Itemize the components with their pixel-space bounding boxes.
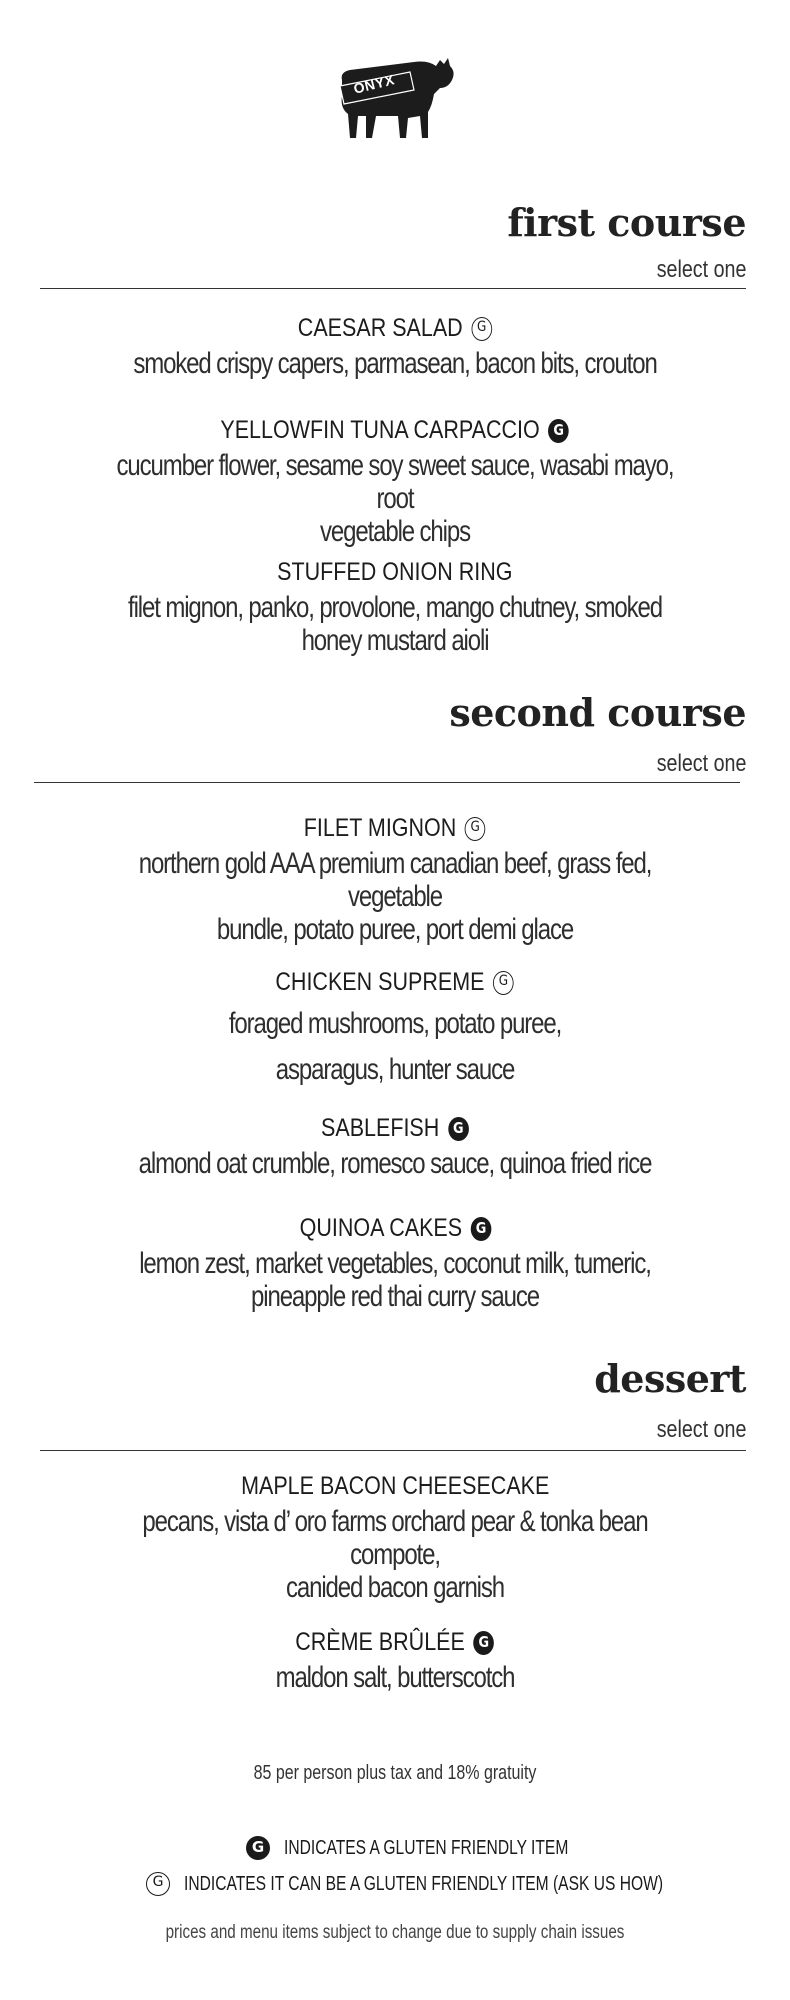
gluten-can-be-icon xyxy=(494,971,515,995)
menu-item-stuffed-onion-ring xyxy=(40,558,750,657)
menu-item-description: pecans, vista d’ oro farms orchard pear & tonka bean compote, canided bacon garnish xyxy=(142,1505,648,1604)
legend-gluten-can-be-text: INDICATES IT CAN BE A GLUTEN FRIENDLY ITEM (ASK US HOW) xyxy=(184,1872,664,1895)
menu-item-yellowfin-tuna-carpaccio xyxy=(40,416,750,548)
menu-item-name: CRÈME BRÛLÉE G xyxy=(296,1628,495,1657)
section-subtitle-second-course: select one xyxy=(656,750,746,777)
section-title-second-course: second course xyxy=(449,690,746,735)
gluten-friendly-icon xyxy=(549,419,570,443)
menu-item-filet-mignon xyxy=(40,814,750,946)
gluten-friendly-icon xyxy=(448,1117,469,1141)
menu-item-name: SABLEFISH G xyxy=(321,1114,469,1143)
section-divider xyxy=(40,288,746,289)
gluten-can-be-icon xyxy=(146,1872,170,1896)
menu-item-description: northern gold AAA premium canadian beef, grass fed, vegetable bundle, potato puree, port demi glace xyxy=(138,847,652,946)
section-title-dessert: dessert xyxy=(594,1356,746,1401)
section-subtitle-dessert: select one xyxy=(656,1416,746,1443)
supply-chain-note: prices and menu items subject to change due to supply chain issues xyxy=(165,1922,625,1943)
gluten-can-be-icon xyxy=(471,317,492,341)
menu-item-name: YELLOWFIN TUNA CARPACCIO G xyxy=(221,416,570,445)
gluten-friendly-icon xyxy=(246,1836,270,1860)
menu-item-maple-bacon-cheesecake xyxy=(40,1472,750,1604)
legend-gluten-friendly xyxy=(0,1836,790,1865)
menu-item-name: MAPLE BACON CHEESECAKE xyxy=(240,1472,550,1500)
menu-item-description: smoked crispy capers, parmasean, bacon bits, crouton xyxy=(133,347,657,380)
section-divider xyxy=(40,1450,746,1451)
legend-gluten-friendly-text: INDICATES A GLUTEN FRIENDLY ITEM xyxy=(284,1836,569,1859)
cow-silhouette xyxy=(336,50,456,146)
menu-item-description: cucumber flower, sesame soy sweet sauce, wasabi mayo, root vegetable chips xyxy=(116,449,674,548)
menu-item-caesar-salad xyxy=(40,314,750,380)
section-subtitle-first-course: select one xyxy=(656,256,746,283)
gluten-can-be-icon xyxy=(465,817,486,841)
menu-item-description: filet mignon, panko, provolone, mango chutney, smoked honey mustard aioli xyxy=(128,591,662,657)
menu-item-chicken-supreme xyxy=(40,968,750,1093)
menu-item-description: lemon zest, market vegetables, coconut milk, tumeric, pineapple red thai curry sauce xyxy=(139,1247,651,1313)
menu-item-name: STUFFED ONION RING xyxy=(277,558,513,586)
menu-item-sablefish xyxy=(40,1114,750,1180)
menu-item-quinoa-cakes xyxy=(40,1214,750,1313)
menu-item-creme-brulee xyxy=(40,1628,750,1694)
menu-item-name: CAESAR SALAD G xyxy=(298,314,492,343)
gluten-friendly-icon xyxy=(474,1631,495,1655)
menu-item-name: QUINOA CAKES G xyxy=(299,1214,491,1243)
logo-text: ONYX xyxy=(351,71,397,97)
section-title-first-course: first course xyxy=(507,200,746,245)
legend-gluten-can-be xyxy=(0,1872,790,1901)
menu-item-description: maldon salt, butterscotch xyxy=(275,1661,515,1694)
menu-item-name: CHICKEN SUPREME G xyxy=(276,968,514,997)
menu-item-name: FILET MIGNON G xyxy=(304,814,486,843)
cow-logo-icon xyxy=(336,50,456,146)
menu-item-description: almond oat crumble, romesco sauce, quinoa fried rice xyxy=(138,1147,652,1180)
menu-item-description: foraged mushrooms, potato puree, asparagus, hunter sauce xyxy=(228,1007,562,1086)
price-note: 85 per person plus tax and 18% gratuity xyxy=(253,1762,537,1784)
gluten-friendly-icon xyxy=(470,1217,491,1241)
section-divider xyxy=(34,782,740,783)
